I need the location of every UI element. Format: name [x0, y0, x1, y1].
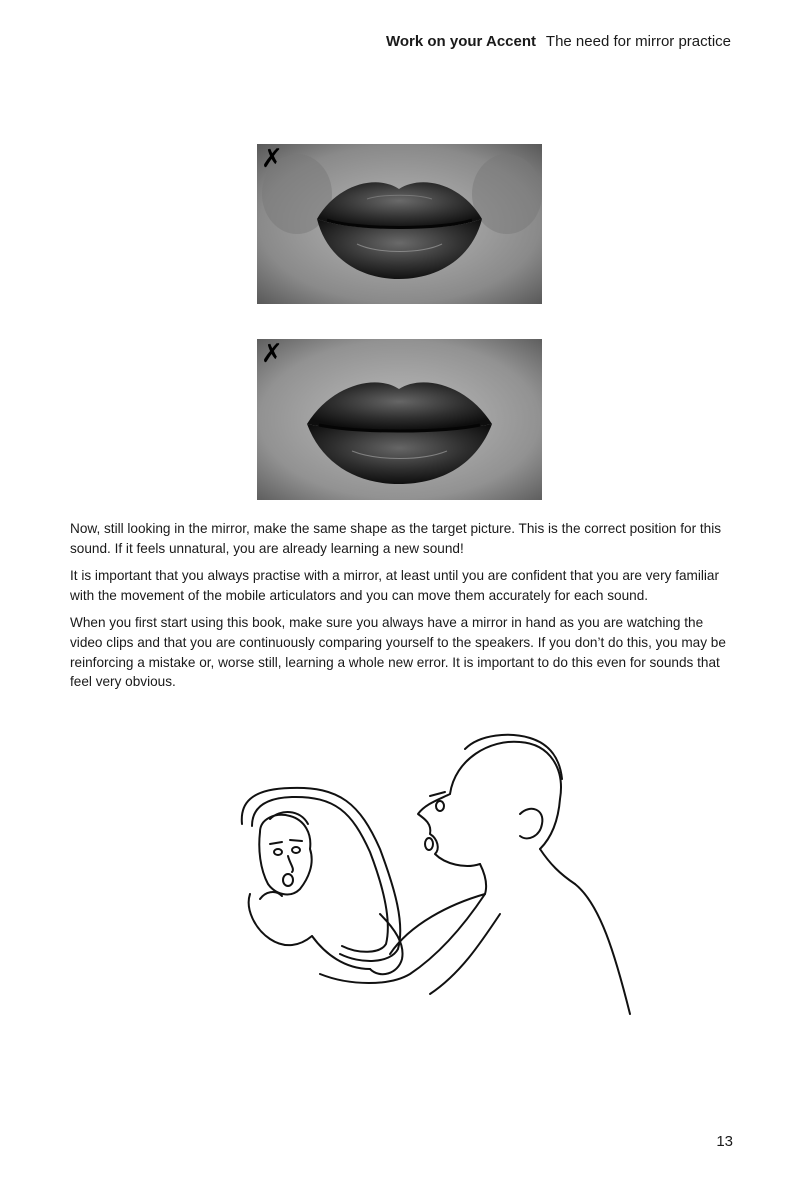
paragraph: Now, still looking in the mirror, make the same shape as the target picture. This is the correct position for this sound. If it feels unnatural, you are already learning a new sound! — [70, 521, 722, 556]
header-section-title: Work on your Accent — [385, 33, 537, 50]
lips-photo-protruded — [257, 339, 542, 500]
page-number: 13 — [716, 1133, 733, 1150]
lips-illustration — [257, 339, 542, 500]
lips-illustration — [257, 144, 542, 304]
body-text — [70, 519, 735, 700]
running-header — [386, 33, 731, 50]
cross-icon: ✗ — [261, 144, 283, 174]
header-chapter-title: The need for mirror practice — [545, 33, 731, 50]
paragraph: It is important that you always practise with a mirror, at least until you are confident that you are very familiar with the movement of the mobile articulators and you can move them accurately for each sound. — [70, 568, 720, 603]
cross-icon: ✗ — [261, 339, 283, 369]
mirror-practice-illustration — [230, 724, 650, 1024]
paragraph: When you first start using this book, make sure you always have a mirror in hand as you are watching the video clips and that you are continuously comparing yourself to the speakers. If you don’t do this, you may be reinforcing a mistake or, worse still, learning a whole new error. It is important to do this even for sounds that feel very obvious. — [70, 615, 726, 690]
lips-photo-rounded — [257, 144, 542, 304]
